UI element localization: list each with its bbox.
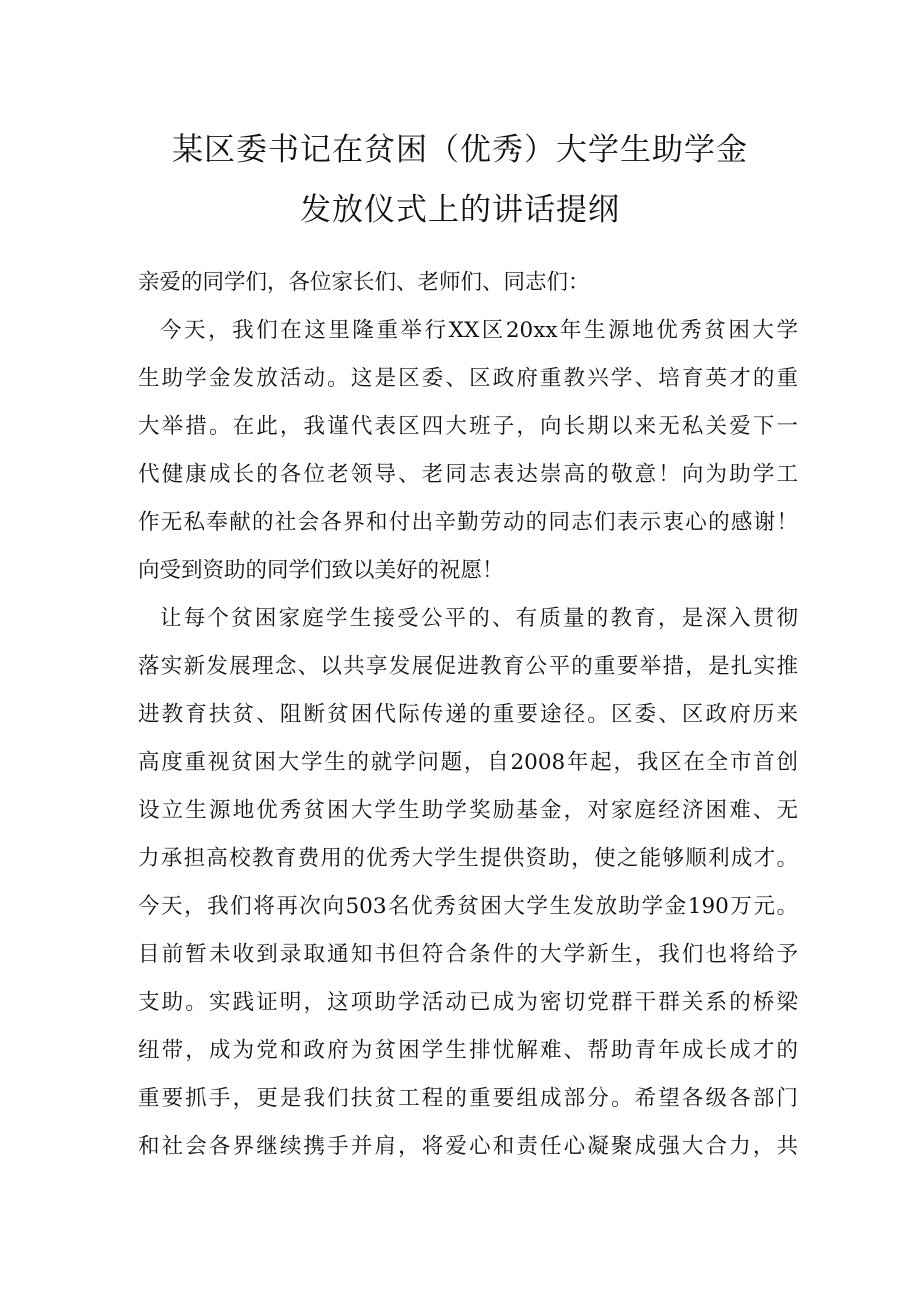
paragraph-1-line: 向受到资助的同学们致以美好的祝愿！ [138,558,504,583]
document-title-line-2: 发放仪式上的讲话提纲 [300,192,620,228]
paragraph-2-line: 今天，我们将再次向503名优秀贫困大学生发放助学金190万元。 [138,894,798,919]
paragraph-1-line: 作无私奉献的社会各界和付出辛勤劳动的同志们表示衷心的感谢！ [138,510,798,535]
paragraph-2-line: 支助。实践证明，这项助学活动已成为密切党群干群关系的桥梁 [138,990,798,1015]
paragraph-2-line: 目前暂未收到录取通知书但符合条件的大学新生，我们也将给予 [138,942,798,967]
paragraph-1-line: 大举措。在此，我谨代表区四大班子，向长期以来无私关爱下一 [138,414,798,439]
paragraph-2-line: 设立生源地优秀贫困大学生助学奖励基金，对家庭经济困难、无 [138,798,798,823]
salutation: 亲爱的同学们，各位家长们、老师们、同志们： [138,270,590,295]
paragraph-2-line: 高度重视贫困大学生的就学问题，自2008年起，我区在全市首创 [138,750,798,775]
paragraph-2-line: 和社会各界继续携手并肩，将爱心和责任心凝聚成强大合力，共 [138,1134,798,1159]
paragraph-1-line: 生助学金发放活动。这是区委、区政府重教兴学、培育英才的重 [138,366,798,391]
paragraph-2-line: 纽带，成为党和政府为贫困学生排忧解难、帮助青年成长成才的 [138,1038,798,1063]
paragraph-2-line: 力承担高校教育费用的优秀大学生提供资助，使之能够顺利成才。 [138,846,798,871]
paragraph-1-line: 今天，我们在这里隆重举行XX区20xx年生源地优秀贫困大学 [160,318,798,343]
paragraph-1-line: 代健康成长的各位老领导、老同志表达崇高的敬意！向为助学工 [138,462,798,487]
paragraph-2-line: 落实新发展理念、以共享发展促进教育公平的重要举措，是扎实推 [138,654,798,679]
paragraph-2-line: 进教育扶贫、阻断贫困代际传递的重要途径。区委、区政府历来 [138,702,798,727]
document-title-line-1: 某区委书记在贫困（优秀）大学生助学金 [172,132,748,168]
paragraph-2-line: 重要抓手，更是我们扶贫工程的重要组成部分。希望各级各部门 [138,1086,798,1111]
paragraph-2-line: 让每个贫困家庭学生接受公平的、有质量的教育，是深入贯彻 [160,606,798,631]
